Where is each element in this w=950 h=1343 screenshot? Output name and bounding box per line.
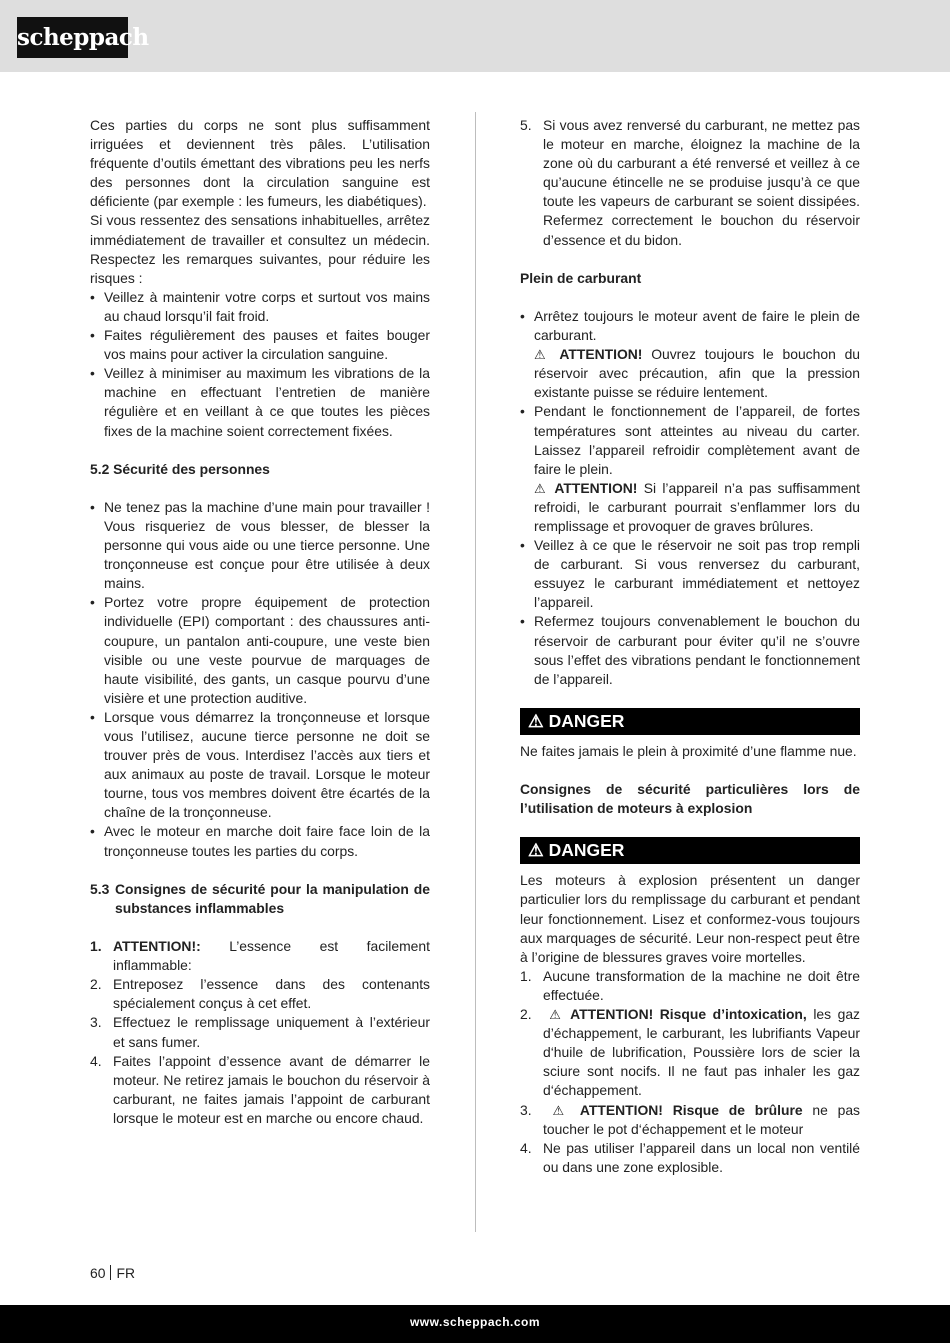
danger-banner: ⚠ DANGER [520, 708, 860, 735]
intro-paragraph-2: Si vous ressentez des sensations inhabituelles, arrêtez immédiatement de travailler et consultez un médecin. Respectez les remarques suivantes, pour réduire les risques : [90, 212, 430, 286]
list-item: • Ne tenez pas la machine d’une main pour travailler ! Vous risqueriez de vous blesser, de blesser la personne qui vous aide ou une tierce personne. Une tronçonneuse est conçue pour être utilisée à deux mains. [90, 498, 430, 592]
warning-icon: ⚠ [543, 1102, 571, 1118]
vibration-bullet-list [90, 288, 430, 441]
plein-heading: Plein de carburant [520, 269, 642, 286]
list-item: 4. Ne pas utiliser l’appareil dans un local non ventilé ou dans une zone explosible. [520, 1139, 860, 1175]
engine-numbered-list [520, 967, 860, 1177]
list-item: 1. Aucune transformation de la machine ne doit être effectuée. [520, 967, 860, 1003]
list-item: • Arrêtez toujours le moteur avent de faire le plein de carburant. ⚠ ATTENTION! Ouvrez toujours le bouchon du réservoir avec précaution, afin que la pression existante puisse se réduire lentement. [520, 307, 861, 401]
list-item: 3. ⚠ ATTENTION! Risque de brûlure ne pas toucher le pot d‘échappement et le moteur [520, 1101, 860, 1137]
brand-logo: scheppach [17, 17, 128, 58]
personal-safety-bullet-list [90, 498, 430, 861]
footer-separator [110, 1265, 111, 1280]
list-item: 4. Faites l’appoint d’essence avant de démarrer le moteur. Ne retirez jamais le bouchon du réservoir à carburant, ne faites jamais l’appoint de carburant lorsque le moteur est en marche ou encore chaud. [90, 1052, 430, 1126]
list-item: • Faites régulièrement des pauses et faites bouger vos mains pour activer la circulation sanguine. [90, 327, 430, 363]
list-item: 2. ⚠ ATTENTION! Risque d’intoxication, les gaz d’échappement, le carburant, les lubrifiants Vapeur d‘huile de lubrification, Poussière lors de scier la sciure sont nocifs. Il ne faut pas inhaler les gaz d‘échappement. [520, 1006, 861, 1099]
warning-icon: ⚠ [543, 1007, 564, 1023]
section-heading-5-3: 5.3 Consignes de sécurité pour la manipulation de substances inflammables [90, 880, 430, 916]
right-column [520, 116, 860, 1177]
refuel-bullet-list [520, 307, 860, 689]
warning-icon: ⚠ [528, 840, 544, 861]
language-code: FR [116, 1265, 135, 1281]
list-item: 3. Effectuez le remplissage uniquement à l’extérieur et sans fumer. [90, 1014, 430, 1050]
footer-bar [0, 1305, 950, 1343]
flammable-numbered-list [90, 937, 430, 1128]
page-footer [90, 1265, 135, 1281]
list-item: 5. Si vous avez renversé du carburant, ne mettez pas le moteur en marche, éloignez la machine de la zone où du carburant a été renversé et veillez à ce qu’aucune étincelle ne se produise jusqu’à ce que toute les vapeurs de carburant se soient dissipées. Refermez correctement le bouchon du réservoir d’essence et du bidon. [520, 117, 860, 248]
consignes-heading: Consignes de sécurité particulières lors de l’utilisation de moteurs à explosion [520, 781, 860, 817]
column-divider [475, 112, 476, 1232]
danger-text: Les moteurs à explosion présentent un danger particulier lors du remplissage du carburant et pendant leur fonctionnement. Lisez et conformez-vous toujours aux marquages de sécurité. Leur non-respect peut être à l’origine de blessures graves voire mortelles. [520, 872, 860, 965]
list-item: • Veillez à ce que le réservoir ne soit pas trop rempli de carburant. Si vous renversez du carburant, essuyez le carburant immédiatement et nettoyez l’appareil. [520, 537, 860, 611]
warning-icon: ⚠ [534, 347, 551, 363]
intro-paragraph: Ces parties du corps ne sont plus suffisamment irriguées et deviennent très pâles. L’utilisation fréquente d’outils émettant des vibrations peu les nerfs des personnes dont la circulation sanguine est déficiente (par exemple : les fumeurs, les diabétiques). [90, 117, 430, 210]
list-item: • Pendant le fonctionnement de l’appareil, de fortes températures sont atteintes au niveau du carter. Laissez l’appareil refroidir complètement avant de faire le plein. ⚠ ATTENTION! Si l’appareil n’a pas suffisamment refroidi, le carburant pourrait s’enflammer lors du remplissage et provoquer de graves brûlures. [520, 403, 861, 534]
header-bar [0, 0, 950, 72]
left-column [90, 116, 430, 1128]
flammable-numbered-list-cont [520, 116, 860, 250]
list-item: • Avec le moteur en marche doit faire face loin de la tronçonneuse toutes les parties du corps. [90, 823, 430, 859]
danger-banner: ⚠ DANGER [520, 837, 860, 864]
section-heading-5-2: 5.2 Sécurité des personnes [90, 460, 270, 477]
list-item: • Lorsque vous démarrez la tronçonneuse et lorsque vous l’utilisez, aucune tierce personne ne doit se trouver près de vous. Interdisez l’accès aux tiers et aux animaux au poste de travail. Lorsque le moteur tourne, tous vos membres doivent être écartés de la chaîne de la tronçonneuse. [90, 708, 430, 821]
list-item: • Veillez à minimiser au maximum les vibrations de la machine en effectuant l’entretien de manière régulière et en veillant à ce que toutes les pièces fixes de la machine soient correctement fixées. [90, 365, 430, 439]
page-number: 60 [90, 1265, 106, 1281]
warning-icon: ⚠ [528, 710, 544, 731]
list-item: • Refermez toujours convenablement le bouchon du réservoir de carburant pour éviter qu’il ne s’ouvre sous l’effet des vibrations pendant le fonctionnement de l’appareil. [520, 613, 860, 687]
danger-text: Ne faites jamais le plein à proximité d’une flamme nue. [520, 742, 857, 759]
list-item: 1. ATTENTION!: L’essence est facilement inflammable: [90, 938, 430, 974]
website-link[interactable]: www.scheppach.com [409, 1315, 541, 1329]
list-item: • Veillez à maintenir votre corps et surtout vos mains au chaud lorsqu’il fait froid. [90, 288, 430, 324]
warning-icon: ⚠ [534, 480, 549, 496]
list-item: • Portez votre propre équipement de protection individuelle (EPI) comportant : des chaussures anti-coupure, un pantalon anti-coupure, une veste bien visible ou une veste pourvue de marquages de haute visibilité, des gants, un casque pourvu d’une visière et une protection auditive. [90, 594, 430, 706]
list-item: 2. Entreposez l’essence dans des contenants spécialement conçus à cet effet. [90, 976, 430, 1012]
